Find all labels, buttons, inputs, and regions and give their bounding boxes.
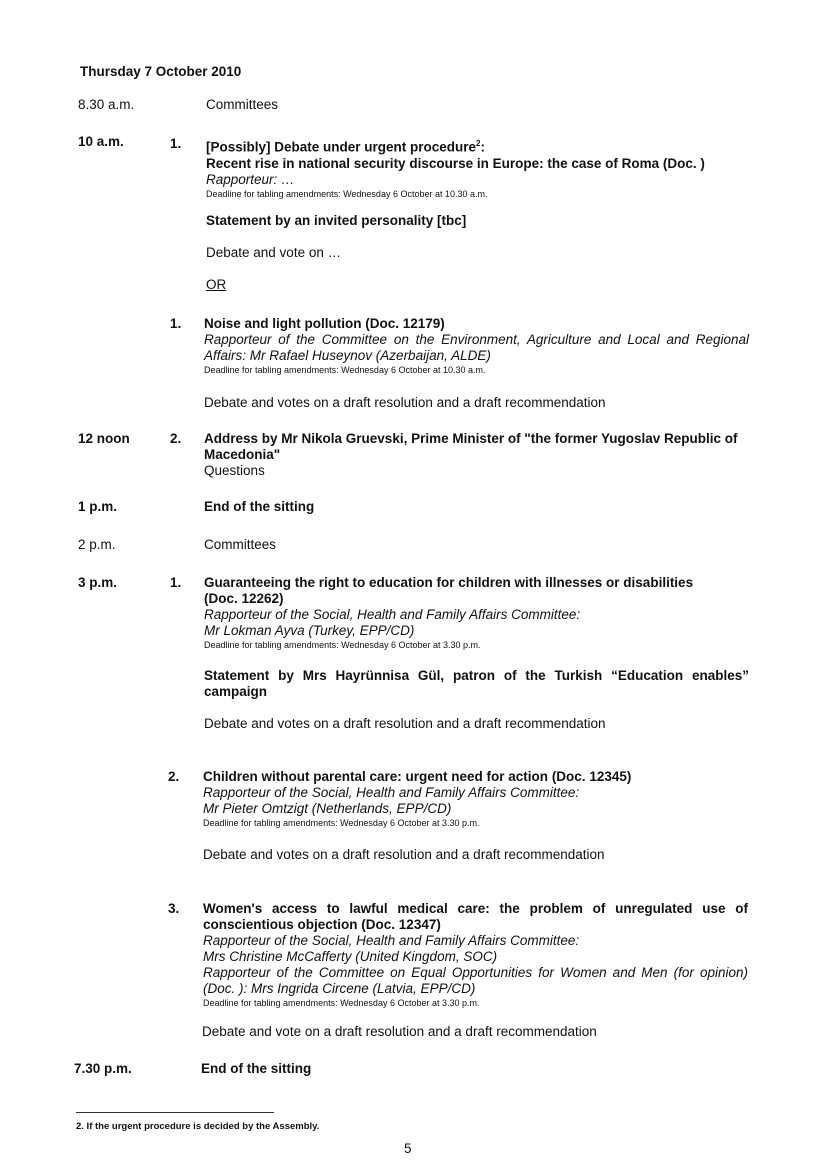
debate-text: Debate and votes on a draft resolution and a draft recommendation bbox=[204, 395, 606, 410]
statement: Statement by Mrs Hayrünnisa Gül, patron of the Turkish “Education enables” campaign bbox=[204, 668, 749, 699]
questions-text: Questions bbox=[204, 463, 265, 478]
item-number: 3. bbox=[168, 901, 180, 916]
agenda-item-address bbox=[204, 431, 754, 479]
item-title: Children without parental care: urgent need for action bbox=[203, 769, 549, 784]
rapporteur-role: Rapporteur of the Social, Health and Family Affairs Committee: bbox=[203, 785, 580, 800]
deadline: Deadline for tabling amendments: Wednesday 6 October at 3.30 p.m. bbox=[203, 998, 480, 1008]
footnote-ref: 2 bbox=[476, 139, 481, 148]
or-separator: OR bbox=[206, 277, 227, 292]
time-10am: 10 a.m. bbox=[78, 134, 124, 149]
item-title: Noise and light pollution bbox=[204, 316, 362, 331]
item-title: Address by Mr Nikola Gruevski, Prime Minister of "the former Yugoslav Republic of Macedonia" bbox=[204, 431, 738, 462]
rapporteur-name: Mr Lokman Ayva (Turkey, EPP/CD) bbox=[204, 623, 415, 638]
time-12noon: 12 noon bbox=[78, 431, 130, 446]
statement: Statement by an invited personality [tbc] bbox=[206, 213, 467, 228]
committees-2pm: Committees bbox=[204, 537, 277, 552]
doc-ref: (Doc. 12179) bbox=[365, 316, 445, 331]
deadline: Deadline for tabling amendments: Wednesday 6 October at 10.30 a.m. bbox=[206, 188, 488, 199]
doc-ref: (Doc. 12262) bbox=[204, 591, 284, 606]
agenda-item-urgent-debate: [Possibly] Debate under urgent procedure$^2$: Recent rise in national security discourse in Europe: the case of Roma (Doc. ) Rapporteur: … Deadline for tabling amendments: Wednesday 6 October at 10.30 a.m. bbox=[206, 136, 751, 200]
debate-text: Debate and votes on a draft resolution and a draft recommendation bbox=[204, 716, 606, 731]
deadline: Deadline for tabling amendments: Wednesday 6 October at 3.30 p.m. bbox=[203, 818, 480, 828]
item-title: Women's access to lawful medical care: the problem of unregulated use of conscientious objection bbox=[203, 901, 748, 932]
rapporteur-role: Rapporteur of the Social, Health and Family Affairs Committee: bbox=[204, 607, 581, 622]
footnote-divider bbox=[76, 1112, 274, 1113]
item-subtitle: Recent rise in national security discourse in Europe: the case of Roma (Doc. ) bbox=[206, 155, 705, 171]
end-of-sitting: End of the sitting bbox=[204, 499, 315, 514]
time-830: 8.30 a.m. bbox=[78, 97, 135, 112]
page-number: 5 bbox=[404, 1141, 412, 1156]
deadline: Deadline for tabling amendments: Wednesday 6 October at 3.30 p.m. bbox=[204, 640, 481, 650]
agenda-item-parental-care bbox=[203, 769, 753, 829]
time-730pm: 7.30 p.m. bbox=[74, 1061, 132, 1076]
agenda-item-education bbox=[204, 575, 754, 651]
rapporteur: Rapporteur: … bbox=[206, 171, 295, 187]
item-number: 2. bbox=[168, 769, 180, 784]
rapporteur-role: Rapporteur of the Social, Health and Family Affairs Committee: bbox=[203, 933, 580, 948]
deadline: Deadline for tabling amendments: Wednesday 6 October at 10.30 a.m. bbox=[204, 365, 486, 375]
item-title: Guaranteeing the right to education for children with illnesses or disabilities bbox=[204, 575, 694, 590]
time-2pm: 2 p.m. bbox=[78, 537, 116, 552]
item-number: 2. bbox=[170, 431, 182, 446]
debate-text: Debate and vote on … bbox=[206, 245, 342, 260]
item-title: [Possibly] Debate under urgent procedure bbox=[206, 139, 477, 155]
committees-830: Committees bbox=[206, 97, 279, 112]
debate-text: Debate and votes on a draft resolution and a draft recommendation bbox=[203, 847, 605, 862]
doc-ref: (Doc. 12347) bbox=[361, 917, 441, 932]
item-number: 1. bbox=[170, 136, 182, 151]
rapporteur-name: Mrs Christine McCafferty (United Kingdom, SOC) bbox=[203, 949, 498, 964]
debate-text: Debate and vote on a draft resolution and a draft recommendation bbox=[202, 1024, 597, 1039]
agenda-item-noise-pollution bbox=[204, 316, 749, 376]
page-date-heading: Thursday 7 October 2010 bbox=[80, 64, 242, 79]
item-number: 1. bbox=[170, 316, 182, 331]
footnote: 2. If the urgent procedure is decided by the Assembly. bbox=[76, 1121, 320, 1132]
end-of-sitting: End of the sitting bbox=[201, 1061, 312, 1076]
time-3pm: 3 p.m. bbox=[78, 575, 118, 590]
item-number: 1. bbox=[170, 575, 182, 590]
doc-ref: (Doc. 12345) bbox=[551, 769, 632, 784]
opinion-rapporteur: Rapporteur of the Committee on Equal Opportunities for Women and Men (for opinion) (Doc. ): Mrs Ingrida Circene (Latvia, EPP/CD) bbox=[203, 965, 748, 996]
time-1pm: 1 p.m. bbox=[78, 499, 118, 514]
agenda-item-medical-care bbox=[203, 901, 748, 1009]
rapporteur-name: Mr Pieter Omtzigt (Netherlands, EPP/CD) bbox=[203, 801, 452, 816]
rapporteur: Rapporteur of the Committee on the Environment, Agriculture and Local and Regional Affairs: Mr Rafael Huseynov (Azerbaijan, ALDE) bbox=[204, 332, 749, 363]
